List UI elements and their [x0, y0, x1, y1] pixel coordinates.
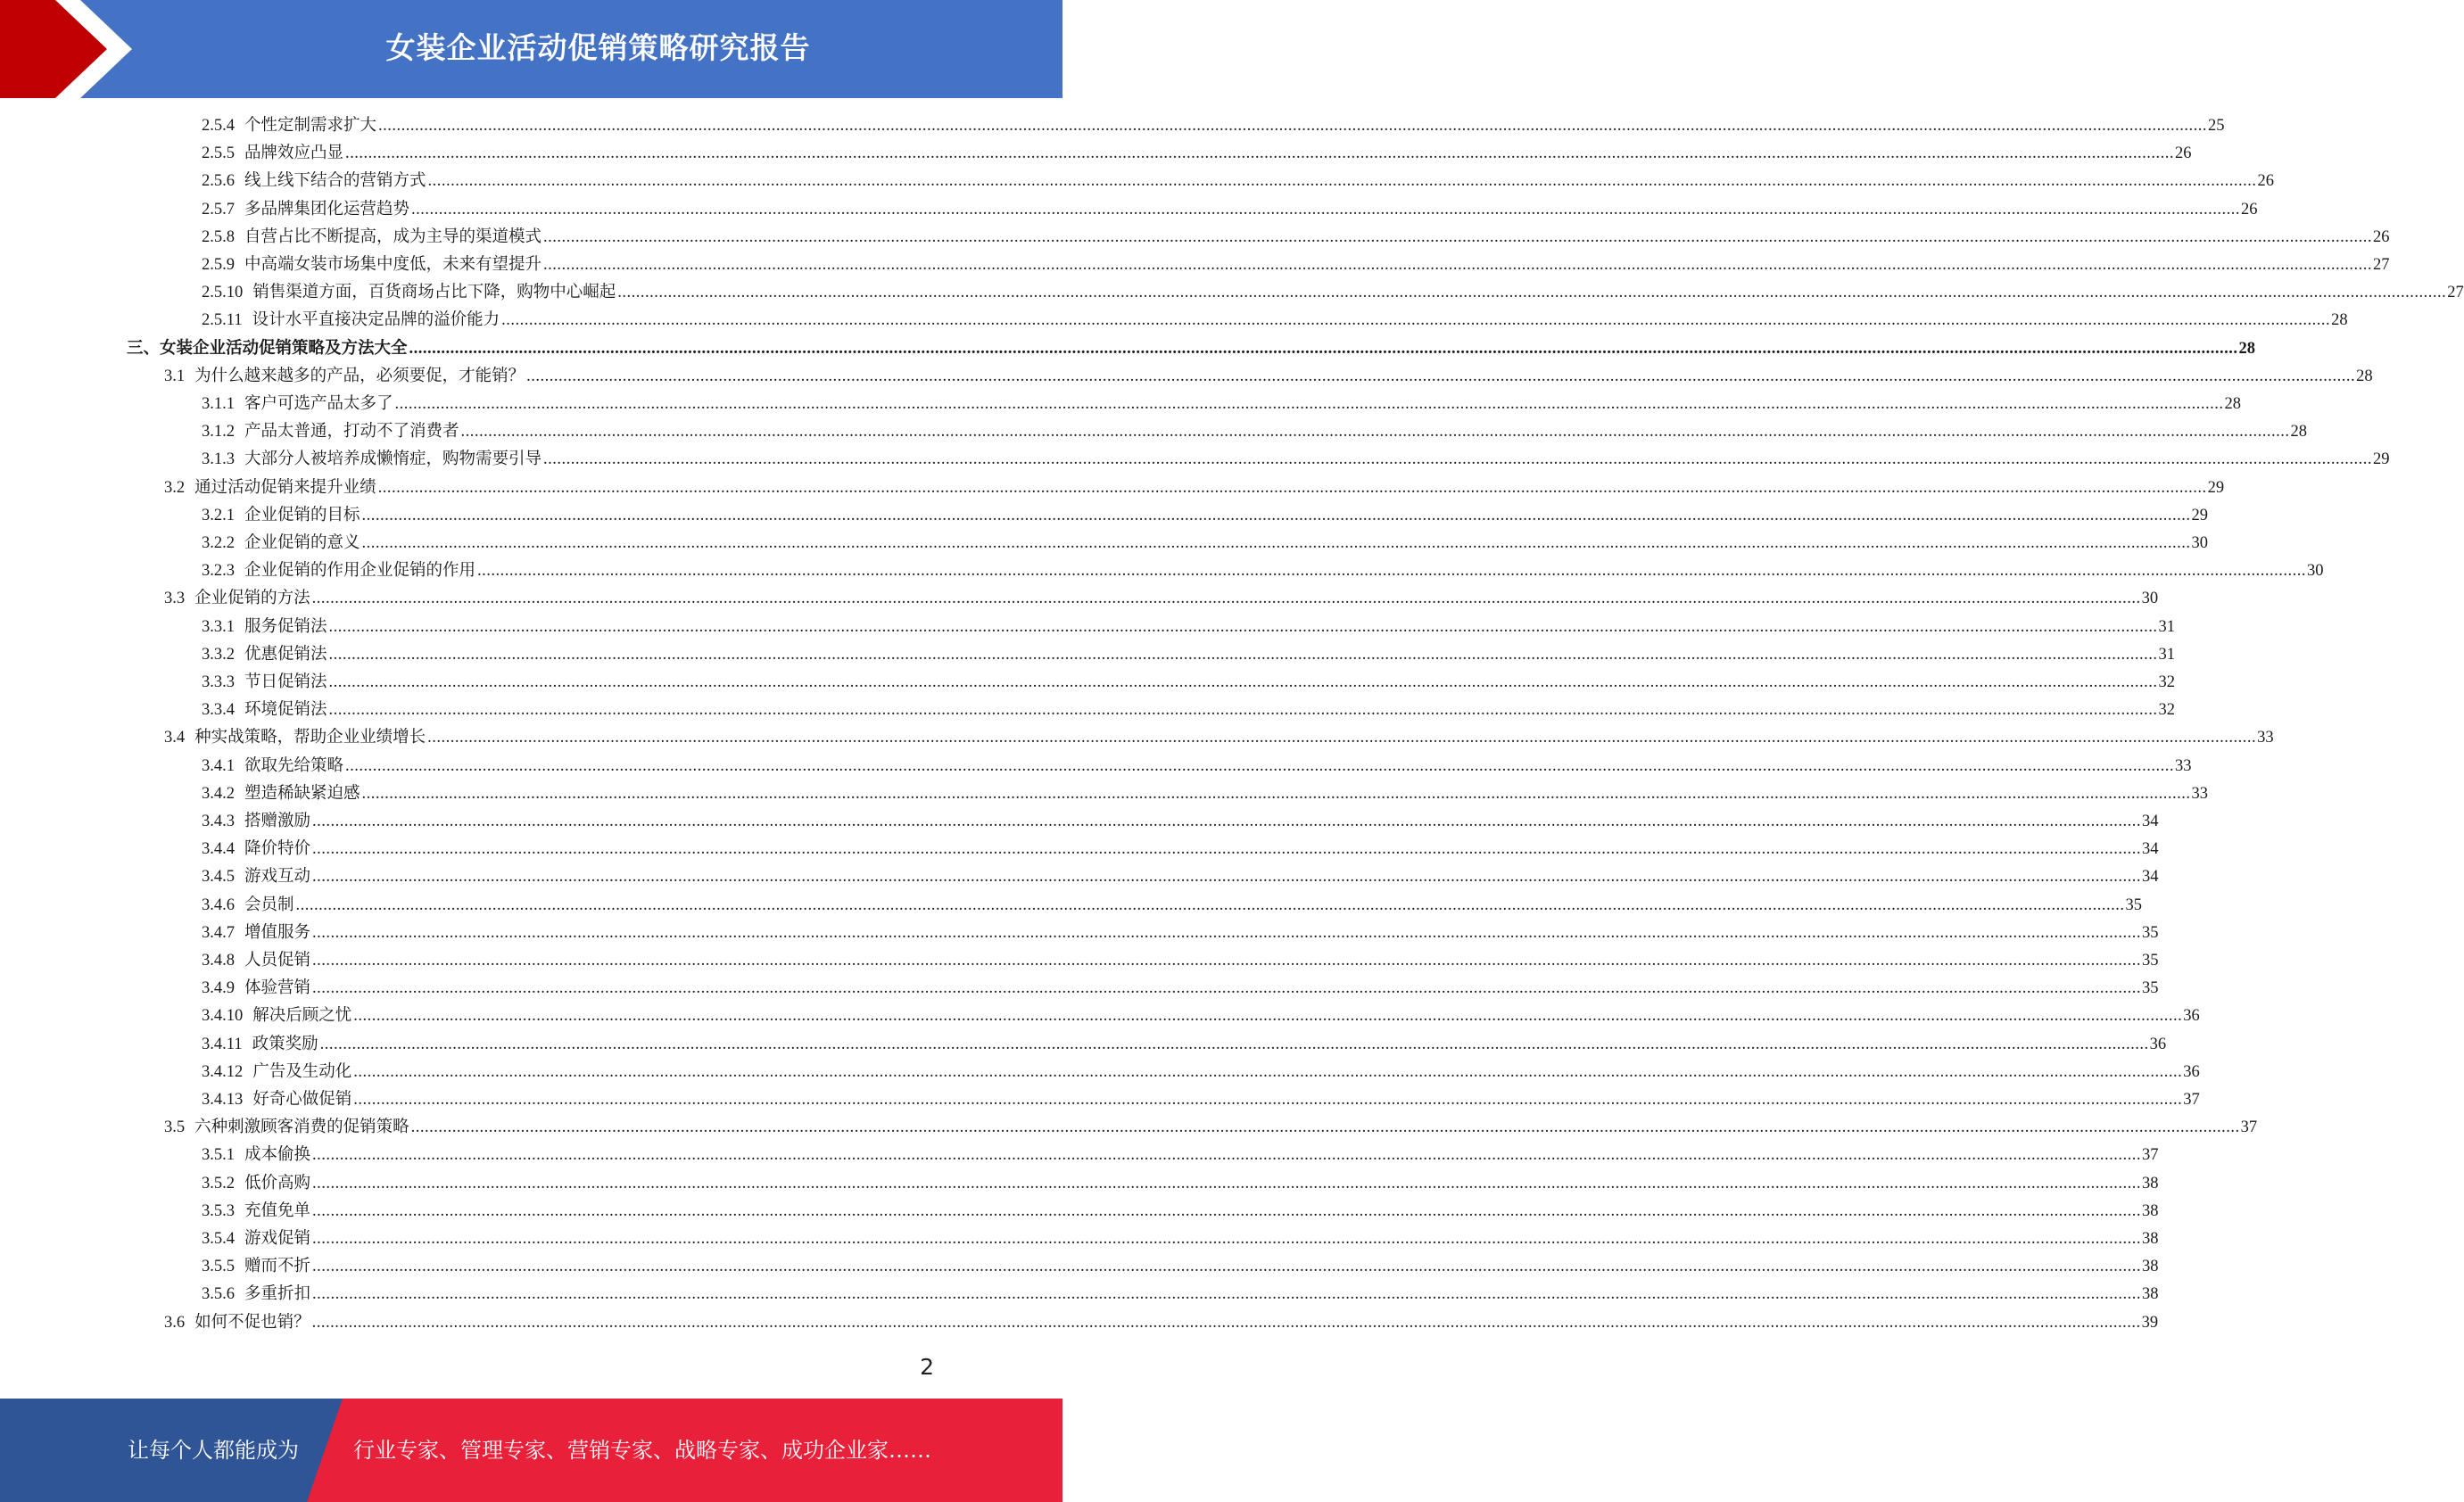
toc-dot-leader: ................................................................................................................................................................................................................................................................................................................................................................................................................: [378, 117, 2208, 135]
toc-dot-leader: ................................................................................................................................................................................................................................................................................................................................................................................................................: [410, 1118, 2240, 1137]
toc-entry-title: 如何不促也销？: [194, 1313, 310, 1332]
toc-entry-number: 3.5.3: [202, 1201, 235, 1220]
toc-entry[interactable]: [202, 975, 2159, 1003]
toc-entry[interactable]: [202, 112, 2225, 140]
toc-entry-page: 28: [2290, 423, 2308, 442]
toc-dot-leader: ................................................................................................................................................................................................................................................................................................................................................................................................................: [295, 895, 2125, 914]
toc-entry[interactable]: [202, 614, 2176, 641]
toc-entry[interactable]: [202, 1142, 2159, 1169]
toc-entry-title: 优惠促销法: [244, 645, 327, 664]
toc-dot-leader: ................................................................................................................................................................................................................................................................................................................................................................................................................: [394, 395, 2224, 413]
toc-entry-number: 2.5.7: [202, 200, 235, 219]
report-title: 女装企业活动促销策略研究报告: [385, 30, 811, 65]
toc-entry-number: 3.3.2: [202, 645, 235, 664]
toc-entry-page: 29: [2207, 478, 2225, 497]
toc-dot-leader: ................................................................................................................................................................................................................................................................................................................................................................................................................: [543, 256, 2373, 274]
toc-entry-number: 3.4.4: [202, 840, 235, 859]
toc-entry-page: 35: [2142, 923, 2159, 942]
toc-entry[interactable]: [202, 947, 2159, 975]
toc-entry-title: 游戏促销: [244, 1230, 311, 1248]
toc-entry[interactable]: [164, 1309, 2159, 1337]
toc-entry-title: 种实战策略，帮助企业业绩增长: [194, 729, 426, 747]
toc-entry[interactable]: [202, 836, 2159, 863]
toc-entry-number: 3.4.9: [202, 979, 235, 998]
toc-dot-leader: ................................................................................................................................................................................................................................................................................................................................................................................................................: [312, 1201, 2142, 1220]
toc-dot-leader: ................................................................................................................................................................................................................................................................................................................................................................................................................: [526, 367, 2356, 385]
toc-entry-number: 3.4.5: [202, 868, 235, 887]
toc-entry-page: 25: [2208, 117, 2225, 135]
toc-entry-number: 3.4.2: [202, 784, 235, 803]
toc-entry-page: 30: [2307, 562, 2324, 581]
toc-entry[interactable]: [202, 1253, 2159, 1281]
toc-entry[interactable]: [202, 669, 2176, 697]
page-number: 2: [920, 1354, 934, 1380]
footer-slogan-left: 让每个人都能成为: [128, 1438, 299, 1463]
toc-entry-page: 37: [2183, 1091, 2200, 1109]
toc-entry-title: 通过活动促销来提升业绩: [194, 478, 376, 497]
toc-entry-page: 35: [2142, 979, 2159, 998]
toc-entry-number: 2.5.10: [202, 284, 244, 302]
toc-entry-number: 2.5.6: [202, 172, 235, 191]
toc-entry-page: 38: [2142, 1230, 2159, 1248]
toc-entry[interactable]: [202, 641, 2176, 669]
toc-entry-number: 3.4.8: [202, 952, 235, 970]
toc-entry-title: 欲取先给策略: [244, 756, 344, 775]
toc-entry[interactable]: [164, 363, 2373, 391]
toc-entry[interactable]: [164, 585, 2159, 613]
toc-entry-page: 26: [2257, 172, 2275, 191]
toc-entry[interactable]: [202, 446, 2390, 474]
toc-entry-page: 39: [2141, 1313, 2159, 1332]
toc-entry[interactable]: [202, 808, 2159, 836]
toc-dot-leader: ................................................................................................................................................................................................................................................................................................................................................................................................................: [427, 729, 2257, 747]
toc-entry-title: 企业促销的目标: [244, 506, 360, 524]
toc-entry-page: 36: [2183, 1062, 2200, 1081]
toc-entry-title: 企业促销的作用企业促销的作用: [244, 562, 476, 581]
toc-entry-title: 服务促销法: [244, 617, 327, 636]
toc-entry-title: 多品牌集团化运营趋势: [244, 200, 410, 219]
toc-entry-page: 34: [2142, 840, 2159, 859]
toc-dot-leader: ................................................................................................................................................................................................................................................................................................................................................................................................................: [328, 645, 2158, 664]
toc-entry-number: 3.4: [164, 729, 186, 747]
toc-entry-number: 3.1.1: [202, 395, 235, 413]
toc-entry-title: 环境促销法: [244, 701, 327, 720]
toc-entry-title: 政策奖励: [252, 1035, 318, 1053]
toc-entry-number: 3.5.4: [202, 1230, 235, 1248]
toc-dot-leader: ................................................................................................................................................................................................................................................................................................................................................................................................................: [427, 172, 2257, 191]
toc-entry-number: 2.5.9: [202, 256, 235, 274]
toc-entry[interactable]: [202, 530, 2209, 557]
toc-entry-number: 3.5.1: [202, 1146, 235, 1165]
footer-slogan-right: 行业专家、管理专家、营销专家、战略专家、成功企业家……: [353, 1438, 931, 1463]
toc-dot-leader: ................................................................................................................................................................................................................................................................................................................................................................................................................: [460, 423, 2290, 442]
toc-entry-number: 3.4.13: [202, 1091, 244, 1109]
toc-entry-page: 32: [2158, 701, 2176, 720]
toc-entry-page: 26: [2241, 200, 2258, 219]
toc-dot-leader: ................................................................................................................................................................................................................................................................................................................................................................................................................: [501, 311, 2331, 330]
toc-entry-page: 36: [2149, 1035, 2167, 1053]
toc-entry-number: 3.3.4: [202, 701, 235, 720]
toc-dot-leader: ................................................................................................................................................................................................................................................................................................................................................................................................................: [312, 813, 2142, 830]
toc-entry-number: 3.4.6: [202, 895, 235, 914]
toc-entry[interactable]: [202, 920, 2159, 947]
toc-entry-number: 3.4.10: [202, 1007, 244, 1026]
toc-entry[interactable]: [202, 1170, 2159, 1198]
toc-entry-title: 企业促销的意义: [244, 534, 360, 552]
toc-dot-leader: ................................................................................................................................................................................................................................................................................................................................................................................................................: [361, 784, 2191, 803]
toc-entry[interactable]: [202, 1086, 2200, 1114]
toc-entry[interactable]: [202, 1281, 2159, 1308]
toc-entry-page: 27: [2447, 284, 2464, 302]
toc-entry-title: 自营占比不断提高，成为主导的渠道模式: [244, 227, 542, 246]
toc-entry[interactable]: [202, 502, 2209, 530]
toc-entry[interactable]: [164, 475, 2225, 502]
toc-entry-title: 多重折扣: [244, 1285, 311, 1304]
toc-entry-title: 产品太普通，打动不了消费者: [244, 423, 459, 442]
toc-dot-leader: ................................................................................................................................................................................................................................................................................................................................................................................................................: [328, 673, 2158, 691]
toc-entry[interactable]: [164, 1114, 2258, 1142]
toc-entry-page: 29: [2373, 450, 2390, 469]
toc-entry-number: 3.2.3: [202, 562, 235, 581]
toc-entry-title: 为什么越来越多的产品，必须要促，才能销？: [194, 367, 525, 385]
toc-entry-number: 3.2: [164, 478, 186, 497]
toc-entry-number: 3.2.1: [202, 506, 235, 524]
toc-entry-title: 增值服务: [244, 923, 311, 942]
toc-entry-page: 34: [2142, 813, 2159, 830]
toc-entry-title: 品牌效应凸显: [244, 144, 344, 163]
toc-entry-page: 36: [2183, 1007, 2200, 1026]
toc-entry-number: 2.5.4: [202, 117, 235, 135]
toc-dot-leader: ................................................................................................................................................................................................................................................................................................................................................................................................................: [312, 923, 2142, 942]
toc-entry-title: 体验营销: [244, 979, 311, 998]
toc-dot-leader: ................................................................................................................................................................................................................................................................................................................................................................................................................: [328, 617, 2158, 636]
toc-entry-title: 三、女装企业活动促销策略及方法大全: [127, 339, 408, 358]
toc-entry-title: 客户可选产品太多了: [244, 395, 393, 413]
toc-entry-page: 35: [2142, 952, 2159, 970]
toc-entry-number: 2.5.8: [202, 227, 235, 246]
toc-dot-leader: ................................................................................................................................................................................................................................................................................................................................................................................................................: [312, 1230, 2142, 1248]
toc-entry-number: 3.5.6: [202, 1285, 235, 1304]
toc-entry-title: 销售渠道方面，百货商场占比下降，购物中心崛起: [252, 284, 616, 302]
toc-entry-title: 设计水平直接决定品牌的溢价能力: [252, 311, 500, 330]
toc-dot-leader: ................................................................................................................................................................................................................................................................................................................................................................................................................: [312, 979, 2142, 998]
toc-entry[interactable]: [202, 1226, 2159, 1253]
toc-entry[interactable]: [202, 697, 2176, 724]
toc-entry-title: 充值免单: [244, 1201, 311, 1220]
toc-entry-title: 个性定制需求扩大: [244, 117, 377, 135]
toc-entry-page: 31: [2158, 645, 2176, 664]
toc-entry-number: 3.5.2: [202, 1174, 235, 1193]
toc-entry[interactable]: [202, 753, 2192, 780]
toc-entry[interactable]: [202, 140, 2192, 168]
toc-entry[interactable]: [202, 892, 2143, 920]
toc-entry-page: 26: [2373, 227, 2390, 246]
toc-dot-leader: ................................................................................................................................................................................................................................................................................................................................................................................................................: [312, 1146, 2142, 1165]
toc-entry[interactable]: [202, 1003, 2200, 1030]
toc-entry[interactable]: [202, 1198, 2159, 1226]
toc-entry[interactable]: [202, 279, 2464, 307]
toc-dot-leader: ................................................................................................................................................................................................................................................................................................................................................................................................................: [377, 478, 2207, 497]
toc-entry-title: 降价特价: [244, 840, 311, 859]
toc-entry-page: 28: [2224, 395, 2242, 413]
toc-entry[interactable]: [127, 335, 2256, 363]
toc-entry-title: 企业促销的方法: [194, 590, 310, 608]
toc-entry-page: 33: [2191, 784, 2209, 803]
toc-dot-leader: ................................................................................................................................................................................................................................................................................................................................................................................................................: [312, 1258, 2142, 1276]
toc-entry-title: 解决后顾之忧: [252, 1007, 352, 1026]
header-corner-chevron: [0, 0, 143, 98]
toc-entry-title: 节日促销法: [244, 673, 327, 691]
toc-entry-number: 3.5: [164, 1118, 186, 1137]
toc-dot-leader: ................................................................................................................................................................................................................................................................................................................................................................................................................: [345, 756, 2175, 775]
toc-entry-page: 29: [2191, 506, 2209, 524]
toc-entry-number: 3.2.2: [202, 534, 235, 552]
toc-dot-leader: ................................................................................................................................................................................................................................................................................................................................................................................................................: [312, 1174, 2142, 1193]
toc-entry[interactable]: [202, 557, 2324, 585]
toc-entry-title: 人员促销: [244, 952, 311, 970]
toc-entry-number: 3.1.2: [202, 423, 235, 442]
toc-entry-number: 3.4.1: [202, 756, 235, 775]
toc-entry[interactable]: [202, 418, 2308, 446]
toc-entry[interactable]: [202, 307, 2348, 334]
toc-dot-leader: ................................................................................................................................................................................................................................................................................................................................................................................................................: [361, 506, 2191, 524]
toc-entry[interactable]: [164, 724, 2274, 752]
toc-entry-page: 27: [2373, 256, 2390, 274]
toc-entry-title: 搭赠激励: [244, 813, 311, 830]
toc-dot-leader: ................................................................................................................................................................................................................................................................................................................................................................................................................: [312, 840, 2142, 859]
toc-entry[interactable]: [202, 391, 2242, 418]
toc-entry-page: 26: [2175, 144, 2192, 163]
toc-entry-title: 中高端女装市场集中度低，未来有望提升: [244, 256, 542, 274]
toc-dot-leader: ................................................................................................................................................................................................................................................................................................................................................................................................................: [353, 1007, 2183, 1026]
toc-dot-leader: ................................................................................................................................................................................................................................................................................................................................................................................................................: [319, 1035, 2149, 1053]
toc-entry[interactable]: [202, 252, 2390, 279]
toc-dot-leader: ................................................................................................................................................................................................................................................................................................................................................................................................................: [312, 952, 2142, 970]
toc-entry-page: 30: [2191, 534, 2209, 552]
toc-entry-number: 3.4.11: [202, 1035, 243, 1053]
toc-dot-leader: ................................................................................................................................................................................................................................................................................................................................................................................................................: [409, 339, 2238, 358]
toc-entry-page: 30: [2141, 590, 2159, 608]
page-header: [0, 0, 1062, 98]
toc-entry-number: 3.4.12: [202, 1062, 244, 1081]
toc-dot-leader: ................................................................................................................................................................................................................................................................................................................................................................................................................: [361, 534, 2191, 552]
toc-entry-title: 塑造稀缺紧迫感: [244, 784, 360, 803]
toc-entry-title: 广告及生动化: [252, 1062, 352, 1081]
page-footer: [0, 1399, 1062, 1502]
toc-entry[interactable]: [202, 1031, 2167, 1059]
toc-entry-number: 3.3: [164, 590, 186, 608]
toc-entry-page: 32: [2158, 673, 2176, 691]
toc-dot-leader: ................................................................................................................................................................................................................................................................................................................................................................................................................: [353, 1062, 2183, 1081]
toc-entry-number: 3.1.3: [202, 450, 235, 469]
toc-dot-leader: ................................................................................................................................................................................................................................................................................................................................................................................................................: [617, 284, 2447, 302]
toc-dot-leader: ................................................................................................................................................................................................................................................................................................................................................................................................................: [328, 701, 2158, 720]
toc-entry-page: 34: [2142, 868, 2159, 887]
toc-entry[interactable]: [202, 780, 2209, 808]
toc-entry-number: 2.5.11: [202, 311, 243, 330]
toc-entry-number: 3.5.5: [202, 1258, 235, 1276]
toc-entry-number: 2.5.5: [202, 144, 235, 163]
toc-entry-title: 游戏互动: [244, 868, 311, 887]
toc-entry-page: 31: [2158, 617, 2176, 636]
toc-entry-page: 38: [2142, 1285, 2159, 1304]
toc-entry-title: 赠而不折: [244, 1258, 311, 1276]
toc-entry-page: 28: [2356, 367, 2373, 385]
toc-entry-page: 38: [2142, 1174, 2159, 1193]
toc-dot-leader: ................................................................................................................................................................................................................................................................................................................................................................................................................: [543, 450, 2373, 469]
toc-entry-page: 38: [2142, 1258, 2159, 1276]
toc-entry-number: 3.3.3: [202, 673, 235, 691]
toc-dot-leader: ................................................................................................................................................................................................................................................................................................................................................................................................................: [312, 868, 2142, 887]
toc-dot-leader: ................................................................................................................................................................................................................................................................................................................................................................................................................: [311, 590, 2141, 608]
toc-entry-title: 线上线下结合的营销方式: [244, 172, 426, 191]
toc-entry[interactable]: [202, 168, 2275, 195]
toc-dot-leader: ................................................................................................................................................................................................................................................................................................................................................................................................................: [543, 227, 2373, 246]
toc-entry-title: 六种刺激顾客消费的促销策略: [194, 1118, 409, 1137]
toc-entry-number: 3.3.1: [202, 617, 235, 636]
toc-entry-page: 35: [2125, 895, 2143, 914]
toc-entry-page: 37: [2142, 1146, 2159, 1165]
toc-dot-leader: ................................................................................................................................................................................................................................................................................................................................................................................................................: [311, 1313, 2141, 1332]
toc-entry[interactable]: [202, 196, 2258, 224]
toc-entry-title: 大部分人被培养成懒惰症，购物需要引导: [244, 450, 542, 469]
toc-dot-leader: ................................................................................................................................................................................................................................................................................................................................................................................................................: [477, 562, 2307, 581]
toc-dot-leader: ................................................................................................................................................................................................................................................................................................................................................................................................................: [345, 144, 2175, 163]
toc-entry-number: 3.4.3: [202, 813, 235, 830]
toc-entry-number: 3.6: [164, 1313, 186, 1332]
toc-entry-title: 会员制: [244, 895, 294, 914]
toc-entry-page: 37: [2240, 1118, 2258, 1137]
toc-entry-title: 低价高购: [244, 1174, 311, 1193]
toc-entry-number: 3.4.7: [202, 923, 235, 942]
toc-dot-leader: ................................................................................................................................................................................................................................................................................................................................................................................................................: [353, 1091, 2183, 1109]
toc-entry-number: 3.1: [164, 367, 186, 385]
toc-entry-page: 28: [2331, 311, 2348, 330]
toc-entry-title: 成本偷换: [244, 1146, 311, 1165]
toc-entry-title: 好奇心做促销: [252, 1091, 352, 1109]
toc-entry[interactable]: [202, 1059, 2200, 1086]
toc-entry[interactable]: [202, 863, 2159, 891]
toc-dot-leader: ................................................................................................................................................................................................................................................................................................................................................................................................................: [312, 1285, 2142, 1304]
toc-entry-page: 38: [2142, 1201, 2159, 1220]
toc-dot-leader: ................................................................................................................................................................................................................................................................................................................................................................................................................: [411, 200, 2241, 219]
toc-entry-page: 33: [2257, 729, 2274, 747]
toc-entry[interactable]: [202, 224, 2390, 252]
toc-entry-page: 28: [2238, 339, 2256, 358]
toc-entry-page: 33: [2175, 756, 2192, 775]
